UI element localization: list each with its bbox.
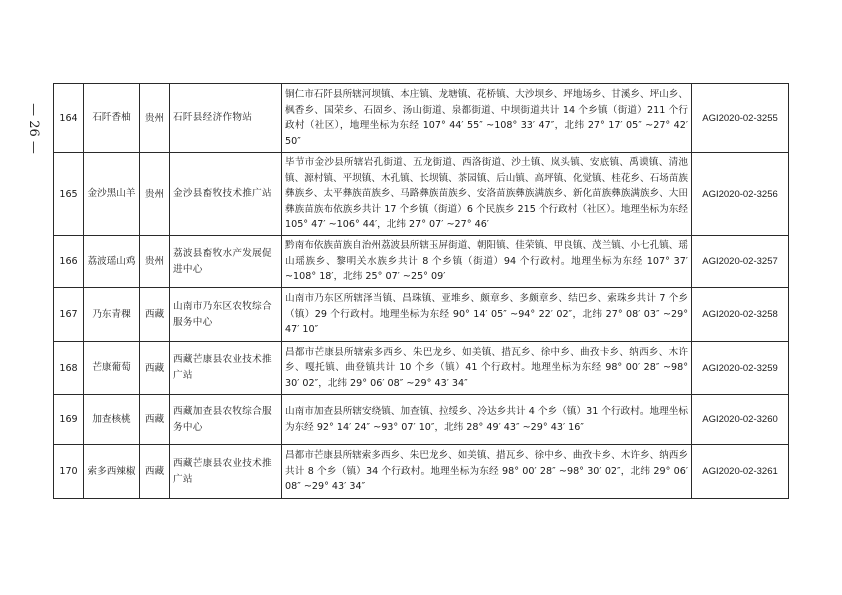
registration-code: AGI2020-02-3255 [692,84,789,153]
province: 贵州 [140,153,170,236]
table-row [54,342,789,395]
protection-area: 山南市加查县所辖安绕镇、加查镇、拉绥乡、冷达乡共计 4 个乡（镇）31 个行政村。地理坐标为东经 92° 14′ 24″ ~93° 07′ 10″，北纬 28° 49′ 43″ ~29° 43′ 16″ [282,395,692,445]
table-row [54,288,789,342]
protection-area: 铜仁市石阡县所辖河坝镇、本庄镇、龙塘镇、花桥镇、大沙坝乡、坪地场乡、甘溪乡、坪山乡、枫香乡、国荣乡、石固乡、汤山街道、泉都街道、中坝街道共计 14 个乡镇（街道）211 个行政村（社区），地理坐标为东经 107° 44′ 55″ ~108° 33′ 47″，北纬 27° 17′ 05″ ~27° 42′ 50″ [282,84,692,153]
registration-code: AGI2020-02-3256 [692,153,789,236]
product-name: 金沙黑山羊 [84,153,140,236]
applicant: 金沙县畜牧技术推广站 [170,153,282,236]
applicant: 西藏芒康县农业技术推广站 [170,342,282,395]
table-row [54,153,789,236]
registration-code: AGI2020-02-3260 [692,395,789,445]
protection-area: 昌都市芒康县所辖索多西乡、朱巴龙乡、如美镇、措瓦乡、徐中乡、曲孜卡乡、纳西乡、木许乡、嘎托镇、曲登镇共计 10 个乡（镇）41 个行政村。地理坐标为东经 98° 00′ 28″ ~98° 30′ 02″，北纬 29° 06′ 08″ ~29° 43′ 34″ [282,342,692,395]
province: 西藏 [140,342,170,395]
applicant: 山南市乃东区农牧综合服务中心 [170,288,282,342]
row-index: 168 [54,342,84,395]
row-index: 170 [54,445,84,499]
product-name: 加查核桃 [84,395,140,445]
applicant: 西藏芒康县农业技术推广站 [170,445,282,499]
row-index: 166 [54,236,84,288]
geographical-indication-table [53,83,789,499]
product-name: 索多西辣椒 [84,445,140,499]
applicant: 荔波县畜牧水产发展促进中心 [170,236,282,288]
product-name: 芒康葡萄 [84,342,140,395]
table-row [54,445,789,499]
province: 西藏 [140,445,170,499]
table-row [54,236,789,288]
registration-code: AGI2020-02-3258 [692,288,789,342]
product-name: 乃东青稞 [84,288,140,342]
registration-code: AGI2020-02-3259 [692,342,789,395]
table-row [54,395,789,445]
row-index: 165 [54,153,84,236]
province: 贵州 [140,84,170,153]
province: 贵州 [140,236,170,288]
protection-area: 山南市乃东区所辖泽当镇、昌珠镇、亚堆乡、颇章乡、多颇章乡、结巴乡、索珠乡共计 7 个乡（镇）29 个行政村。地理坐标为东经 90° 14′ 05″ ~94° 22′ 02″，北纬 27° 08′ 03″ ~29° 47′ 10″ [282,288,692,342]
row-index: 169 [54,395,84,445]
applicant: 西藏加查县农牧综合服务中心 [170,395,282,445]
table-row [54,84,789,153]
province: 西藏 [140,288,170,342]
page-number [22,98,44,158]
row-index: 164 [54,84,84,153]
row-index: 167 [54,288,84,342]
protection-area: 黔南布依族苗族自治州荔波县所辖玉屏街道、朝阳镇、佳荣镇、甲良镇、茂兰镇、小七孔镇、瑶山瑶族乡、黎明关水族乡共计 8 个乡镇（街道）94 个行政村。地理坐标为东经 107° 37′ ~108° 18′，北纬 25° 07′ ~25° 09′ [282,236,692,288]
product-name: 石阡香柚 [84,84,140,153]
protection-area: 昌都市芒康县所辖索多西乡、朱巴龙乡、如美镇、措瓦乡、徐中乡、曲孜卡乡、木许乡、纳西乡共计 8 个乡（镇）34 个行政村。地理坐标为东经 98° 00′ 28″ ~98° 30′ 02″，北纬 29° 06′ 08″ ~29° 43′ 34″ [282,445,692,499]
registration-code: AGI2020-02-3257 [692,236,789,288]
province: 西藏 [140,395,170,445]
protection-area: 毕节市金沙县所辖岩孔街道、五龙街道、西洛街道、沙土镇、岚头镇、安底镇、禹谟镇、清池镇、源村镇、平坝镇、木孔镇、长坝镇、茶园镇、后山镇、高坪镇、化觉镇、桂花乡、石场苗族彝族乡、太平彝族苗族乡、马路彝族苗族乡、安洛苗族彝族满族乡、新化苗族彝族满族乡、大田彝族苗族布依族乡共计 17 个乡镇（街道）6 个民族乡 215 个行政村（社区）。地理坐标为东经 105° 47′ ~106° 44′，北纬 27° 07′ ~27° 46′ [282,153,692,236]
registration-code: AGI2020-02-3261 [692,445,789,499]
product-name: 荔波瑶山鸡 [84,236,140,288]
page-number-text: — 26 — [25,102,41,154]
applicant: 石阡县经济作物站 [170,84,282,153]
